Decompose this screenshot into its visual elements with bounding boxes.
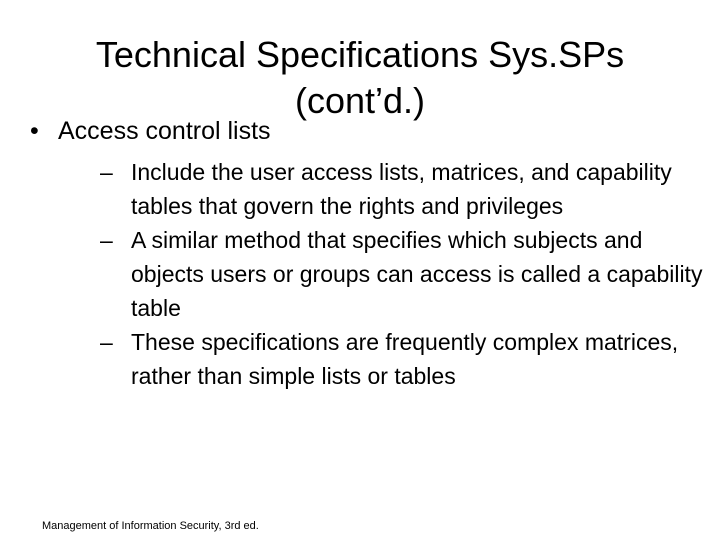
sub-bullet-text: A similar method that specifies which subjects and objects users or groups can access is called a capability table (131, 227, 703, 321)
sub-bullet-item (58, 155, 711, 223)
sub-bullet-text: These specifications are frequently complex matrices, rather than simple lists or tables (131, 329, 679, 389)
sub-bullet-item (58, 325, 711, 393)
slide-footer: Management of Information Security, 3rd ed. (42, 520, 259, 532)
dash-icon: – (100, 159, 113, 185)
slide-title-line-2: (cont’d.) (294, 80, 426, 122)
sub-bullet-list (58, 155, 710, 393)
bullet-list (30, 113, 710, 393)
bullet-item (30, 113, 710, 393)
bullet-text: Access control lists (58, 117, 271, 145)
sub-bullet-text: Include the user access lists, matrices, and capability tables that govern the rights and privileges (131, 159, 672, 219)
slide-title-line-1: Technical Specifications Sys.SPs (95, 34, 625, 76)
bullet-icon: • (30, 117, 39, 145)
sub-bullet-item (58, 223, 711, 325)
dash-icon: – (100, 227, 113, 253)
dash-icon: – (100, 329, 113, 355)
slide-title (40, 32, 680, 124)
